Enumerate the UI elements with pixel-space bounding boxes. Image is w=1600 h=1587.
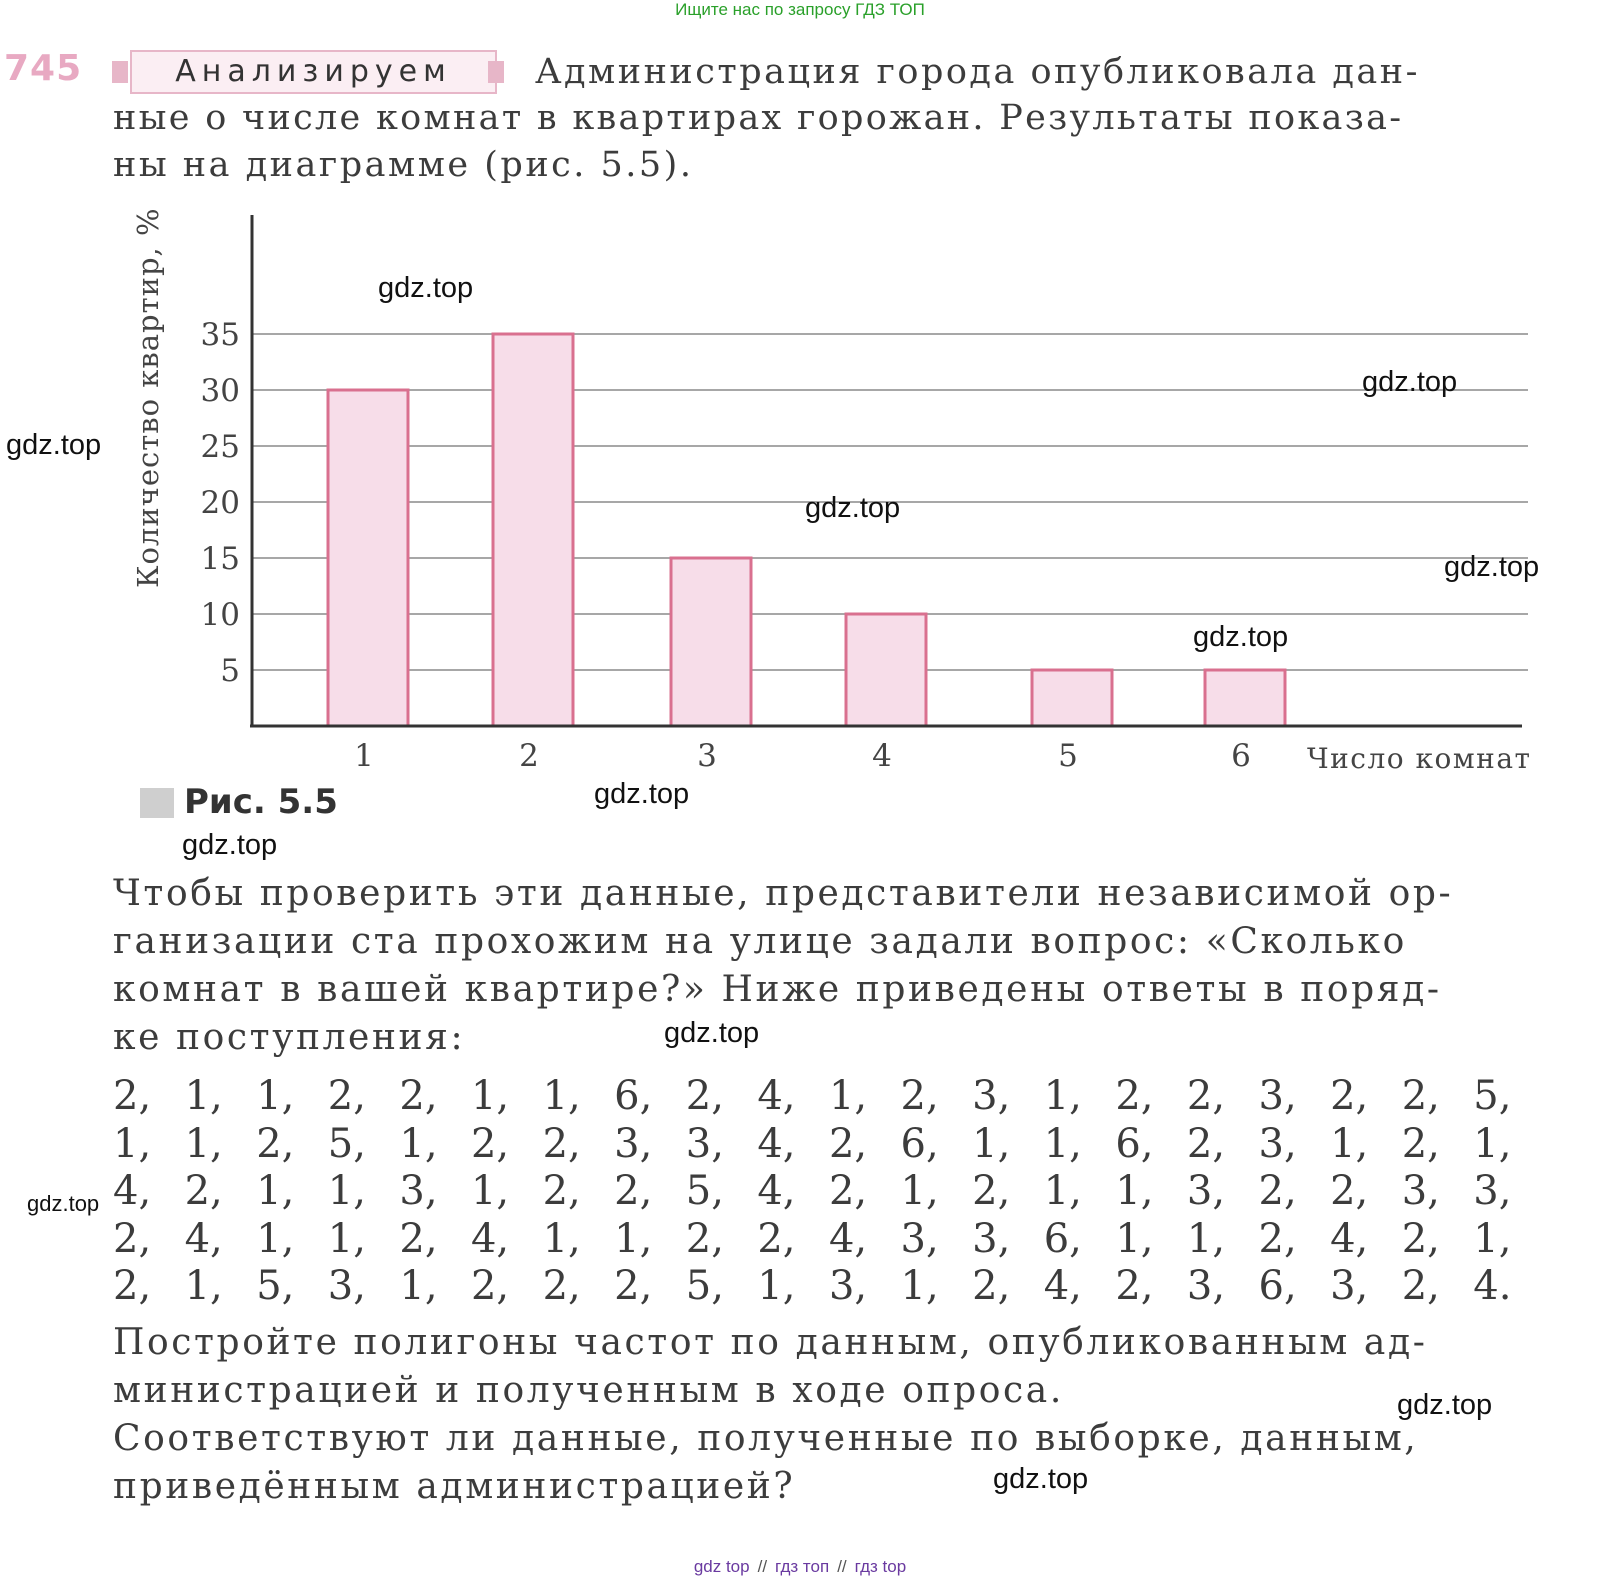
answer-value: 1, <box>1043 1168 1082 1214</box>
answer-value: 1, <box>1115 1168 1154 1214</box>
answer-value: 1, <box>1043 1121 1082 1167</box>
task-line-4: приведённым администрацией? <box>113 1466 796 1507</box>
answer-value: 3, <box>972 1216 1011 1262</box>
answer-value: 2, <box>399 1073 438 1119</box>
watermark: gdz.top <box>378 272 474 304</box>
answer-value: 1, <box>1473 1121 1512 1167</box>
answer-value: 4, <box>757 1168 796 1214</box>
answer-value: 6, <box>900 1121 939 1167</box>
answer-value: 2, <box>972 1263 1011 1309</box>
watermark: gdz.top <box>6 429 102 461</box>
answer-value: 4, <box>757 1073 796 1119</box>
answer-value: 2, <box>828 1121 868 1167</box>
answer-value: 2, <box>470 1263 510 1309</box>
answers-row <box>113 1216 1545 1262</box>
answer-value: 2, <box>828 1168 868 1214</box>
answer-value: 1, <box>614 1216 653 1262</box>
bar-2 <box>493 334 573 726</box>
answer-value: 2, <box>1401 1263 1440 1309</box>
watermark: gdz.top <box>1362 366 1458 398</box>
task-line-1: Постройте полигоны частот по данным, опубликованным ад- <box>113 1322 1428 1363</box>
answer-value: 2, <box>1401 1073 1440 1119</box>
y-tick-label: 35 <box>200 317 240 353</box>
answer-value: 4. <box>1473 1263 1512 1309</box>
answers-row <box>113 1263 1545 1309</box>
answer-value: 1, <box>828 1073 868 1119</box>
answer-value: 2, <box>1401 1121 1440 1167</box>
task-number: 745 <box>4 48 83 89</box>
answer-value: 1, <box>256 1073 295 1119</box>
x-axis-label: Число комнат <box>1307 742 1532 775</box>
answer-value: 3, <box>1186 1168 1226 1214</box>
answer-value: 1, <box>399 1263 438 1309</box>
watermark: gdz.top <box>1397 1389 1493 1421</box>
answer-value: 2, <box>1115 1073 1154 1119</box>
answer-value: 2, <box>1258 1168 1297 1214</box>
answer-value: 6, <box>614 1073 653 1119</box>
answer-value: 2, <box>972 1168 1011 1214</box>
answer-value: 5, <box>685 1263 724 1309</box>
answer-value: 3, <box>614 1121 653 1167</box>
intro-line-2: ные о числе комнат в квартирах горожан. Результаты показа- <box>113 98 1404 138</box>
answer-value: 1, <box>184 1073 223 1119</box>
answer-value: 1, <box>113 1121 152 1167</box>
bar-5 <box>1032 670 1112 726</box>
answer-value: 1, <box>542 1073 581 1119</box>
answer-value: 3, <box>1401 1168 1440 1214</box>
answer-value: 1, <box>327 1168 366 1214</box>
figure-caption: Рис. 5.5 <box>184 782 338 822</box>
answer-value: 1, <box>256 1216 295 1262</box>
answer-value: 6, <box>1115 1121 1154 1167</box>
answer-value: 1, <box>1186 1216 1226 1262</box>
answers-row <box>113 1168 1545 1214</box>
answer-value: 1, <box>256 1168 295 1214</box>
watermark: gdz.top <box>805 492 901 524</box>
answer-value: 5, <box>685 1168 724 1214</box>
y-tick-label: 20 <box>200 485 240 521</box>
answer-value: 2, <box>113 1263 152 1309</box>
answer-value: 1, <box>399 1121 438 1167</box>
answer-value: 2, <box>757 1216 796 1262</box>
answer-value: 3, <box>1258 1073 1297 1119</box>
answer-value: 1, <box>470 1073 510 1119</box>
footer-note-1: gdz top <box>693 1557 750 1576</box>
answer-value: 3, <box>1186 1263 1226 1309</box>
answer-value: 1, <box>757 1263 796 1309</box>
answer-value: 2, <box>614 1168 653 1214</box>
watermark: gdz.top <box>1444 551 1540 583</box>
answer-value: 3, <box>972 1073 1011 1119</box>
bar-1 <box>328 390 408 726</box>
x-tick-label: 6 <box>1231 738 1251 774</box>
answer-value: 1, <box>900 1168 939 1214</box>
footer-note-2: гдз топ <box>775 1557 830 1576</box>
watermark: gdz.top <box>594 778 690 810</box>
answer-value: 5, <box>327 1121 366 1167</box>
y-axis-label: Количество квартир, % <box>131 207 165 588</box>
answer-value: 2, <box>1186 1073 1226 1119</box>
bar-6 <box>1205 670 1285 726</box>
x-tick-label: 2 <box>519 738 539 774</box>
y-tick-label: 10 <box>200 597 240 633</box>
watermark: gdz.top <box>664 1017 760 1049</box>
question-line-2: ганизации ста прохожим на улице задали вопрос: «Сколько <box>113 921 1407 962</box>
answer-value: 1, <box>470 1168 510 1214</box>
answer-value: 1, <box>184 1121 223 1167</box>
answer-value: 2, <box>685 1073 724 1119</box>
answer-value: 2, <box>542 1263 581 1309</box>
answer-value: 2, <box>470 1121 510 1167</box>
answer-value: 2, <box>256 1121 295 1167</box>
answer-value: 1, <box>972 1121 1011 1167</box>
answer-value: 1, <box>1043 1073 1082 1119</box>
answer-value: 6, <box>1043 1216 1082 1262</box>
figure-marker <box>140 788 174 818</box>
answer-value: 3, <box>399 1168 438 1214</box>
bar-3 <box>671 558 751 726</box>
answers-row <box>113 1073 1545 1119</box>
footer-note: gdz top // гдз топ // гдз top <box>693 1557 907 1576</box>
intro-line-3: ны на диаграмме (рис. 5.5). <box>113 145 694 185</box>
x-tick-label: 5 <box>1058 738 1078 774</box>
answer-value: 2, <box>1401 1216 1440 1262</box>
answer-value: 2, <box>113 1073 152 1119</box>
answer-value: 4, <box>828 1216 868 1262</box>
bar-4 <box>846 614 926 726</box>
answer-value: 4, <box>470 1216 510 1262</box>
answer-value: 3, <box>1473 1168 1512 1214</box>
answer-value: 2, <box>900 1073 939 1119</box>
x-tick-label: 4 <box>872 738 892 774</box>
answer-value: 2, <box>327 1073 366 1119</box>
intro-line-1: Администрация города опубликовала дан- <box>535 52 1420 92</box>
watermark: gdz.top <box>182 829 278 861</box>
x-tick-label: 1 <box>354 738 374 774</box>
y-tick-label: 30 <box>200 373 240 409</box>
answer-value: 4, <box>113 1168 152 1214</box>
answer-value: 2, <box>1330 1073 1369 1119</box>
answer-value: 3, <box>828 1263 868 1309</box>
task-tag: Анализируем <box>130 50 497 94</box>
answer-value: 6, <box>1258 1263 1297 1309</box>
answer-value: 2, <box>113 1216 152 1262</box>
answer-value: 2, <box>542 1121 581 1167</box>
answer-value: 2, <box>399 1216 438 1262</box>
answer-value: 3, <box>685 1121 724 1167</box>
answer-value: 2, <box>685 1216 724 1262</box>
question-line-3: комнат в вашей квартире?» Ниже приведены ответы в поряд- <box>113 969 1442 1010</box>
answer-value: 2, <box>1330 1168 1369 1214</box>
answer-value: 4, <box>757 1121 796 1167</box>
answer-value: 3, <box>900 1216 939 1262</box>
answer-value: 4, <box>1043 1263 1082 1309</box>
answer-value: 4, <box>1330 1216 1369 1262</box>
task-line-3: Соответствуют ли данные, полученные по выборке, данным, <box>113 1418 1419 1459</box>
answer-value: 4, <box>184 1216 223 1262</box>
answer-value: 2, <box>1258 1216 1297 1262</box>
answers-row <box>113 1121 1545 1167</box>
answer-value: 1, <box>1473 1216 1512 1262</box>
answer-value: 1, <box>900 1263 939 1309</box>
answer-value: 1, <box>1115 1216 1154 1262</box>
answer-value: 2, <box>184 1168 223 1214</box>
answer-value: 2, <box>1186 1121 1226 1167</box>
answer-value: 1, <box>327 1216 366 1262</box>
search-hint: Ищите нас по запросу ГДЗ ТОП <box>675 0 925 19</box>
answer-value: 3, <box>1330 1263 1369 1309</box>
y-tick-label: 25 <box>200 429 240 465</box>
answer-value: 2, <box>614 1263 653 1309</box>
answer-value: 2, <box>542 1168 581 1214</box>
question-line-4: ке поступления: <box>113 1017 466 1058</box>
answer-value: 1, <box>184 1263 223 1309</box>
footer-note-3: гдз top <box>854 1557 907 1576</box>
answer-value: 5, <box>256 1263 295 1309</box>
x-tick-label: 3 <box>697 738 717 774</box>
answer-value: 1, <box>1330 1121 1369 1167</box>
watermark: gdz.top <box>1193 621 1289 653</box>
answer-value: 2, <box>1115 1263 1154 1309</box>
answer-value: 3, <box>327 1263 366 1309</box>
watermark: gdz.top <box>27 1191 100 1216</box>
answer-value: 5, <box>1473 1073 1512 1119</box>
y-tick-label: 15 <box>200 541 240 577</box>
task-line-2: министрацией и полученным в ходе опроса. <box>113 1370 1064 1411</box>
answer-value: 3, <box>1258 1121 1297 1167</box>
watermark: gdz.top <box>993 1463 1089 1495</box>
y-tick-label: 5 <box>220 653 240 689</box>
answer-value: 1, <box>542 1216 581 1262</box>
question-line-1: Чтобы проверить эти данные, представители независимой ор- <box>113 873 1454 914</box>
